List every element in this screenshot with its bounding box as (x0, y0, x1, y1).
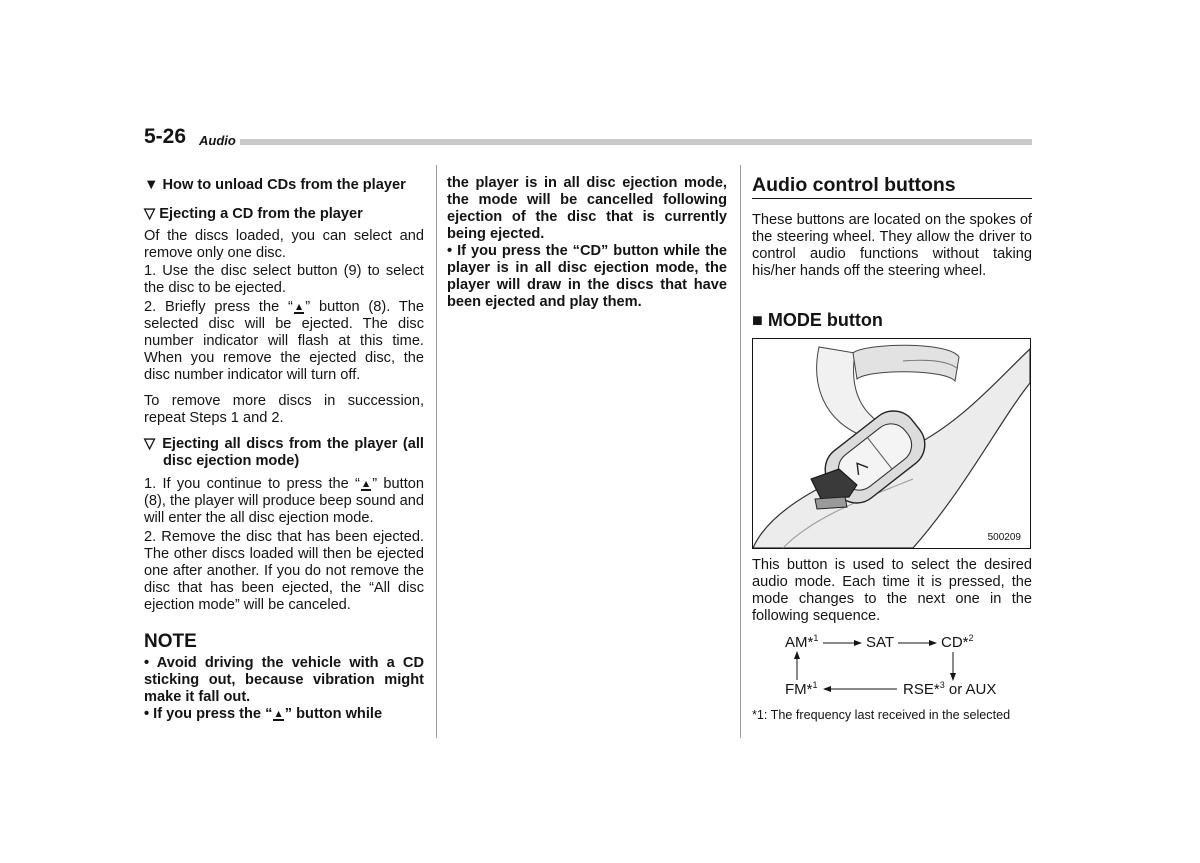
footnote-1: *1: The frequency last received in the selected (752, 708, 1011, 722)
header-rule (240, 139, 1032, 145)
paragraph-single-disc: Of the discs loaded, you can select and remove only one disc. (144, 228, 424, 261)
mode-am-label: AM* (785, 634, 814, 651)
column-divider-left (436, 165, 437, 738)
figure-id: 500209 (987, 532, 1021, 543)
note-text: • If you press the “ (144, 706, 273, 722)
column-divider-right (740, 165, 741, 738)
note-heading: NOTE (144, 631, 197, 652)
mode-am (785, 634, 818, 651)
page-number: 5-26 (144, 125, 187, 148)
note-item-driving: • Avoid driving the vehicle with a CD sticking out, because vibration might make it fall out. (144, 655, 424, 705)
paragraph-repeat-steps: To remove more discs in succession, repeat Steps 1 and 2. (144, 393, 424, 426)
step-remove-disc: 2. Remove the disc that has been ejected. The other discs loaded will then be ejected one after another. If you do not remove the disc that has been ejected, the “All disc ejection mode” will be canceled. (144, 529, 424, 613)
section-title: Audio (199, 133, 236, 148)
heading-audio-control-buttons: Audio control buttons (752, 174, 1032, 199)
eject-icon: ▲ (360, 478, 372, 490)
mode-fm-label: FM* (785, 681, 813, 698)
step-text: ” button (8). The selected disc will be ejected. The disc number indicator will flash at this time. When you remove the ejected disc, the disc number indicator will turn off. (144, 299, 424, 383)
heading-unload-cds: ▼ How to unload CDs from the player (144, 177, 406, 193)
paragraph-audio-buttons-intro: These buttons are located on the spokes of the steering wheel. They allow the driver to control audio functions without taking his/her hands off the steering wheel. (752, 212, 1032, 279)
step-select-disc: 1. Use the disc select button (9) to select the disc to be ejected. (144, 263, 424, 296)
heading-eject-all: ▽ Ejecting all discs from the player (all disc ejection mode) (144, 436, 424, 469)
eject-icon: ▲ (293, 301, 305, 313)
step-text: 1. If you continue to press the “ (144, 476, 360, 492)
mode-sat: SAT (866, 634, 895, 651)
note-item-eject-press (144, 706, 424, 723)
heading-mode-button: ■ MODE button (752, 310, 883, 330)
eject-icon: ▲ (273, 708, 284, 720)
paragraph-mode-sequence: This button is used to select the desired audio mode. Each time it is pressed, the mode changes to the next one in the following sequence. (752, 557, 1032, 624)
mode-sequence-diagram (752, 632, 1032, 702)
mode-rse-aux (903, 681, 996, 698)
mode-rse-footnote-ref: 3 (939, 680, 945, 690)
mode-cd (941, 634, 974, 651)
mode-am-footnote-ref: 1 (813, 633, 819, 643)
step-text: ” button (8), the player will produce beep sound and will enter the all disc ejection mode. (144, 476, 425, 526)
heading-eject-single: ▽ Ejecting a CD from the player (144, 206, 363, 222)
note-text: ” button while (284, 706, 383, 722)
note-item-cd-button: • If you press the “CD” button while the player is in all disc ejection mode, the player will draw in the discs that have been ejected and play them. (447, 243, 727, 310)
step-press-eject (144, 299, 424, 384)
mode-fm-footnote-ref: 1 (812, 680, 818, 690)
mode-aux-label: or AUX (944, 681, 997, 698)
mode-cd-label: CD* (941, 634, 969, 651)
mode-rse-label: RSE* (903, 681, 940, 698)
note-item-eject-press-continued: the player is in all disc ejection mode, the mode will be cancelled following ejection of the disc that is currently being ejected. (447, 175, 727, 242)
step-text: 2. Briefly press the “ (144, 299, 293, 315)
mode-cd-footnote-ref: 2 (968, 633, 974, 643)
steering-wheel-drawing (753, 339, 1030, 548)
step-hold-eject (144, 476, 424, 527)
mode-fm (785, 681, 818, 698)
steering-wheel-mode-button-illustration (752, 338, 1031, 549)
